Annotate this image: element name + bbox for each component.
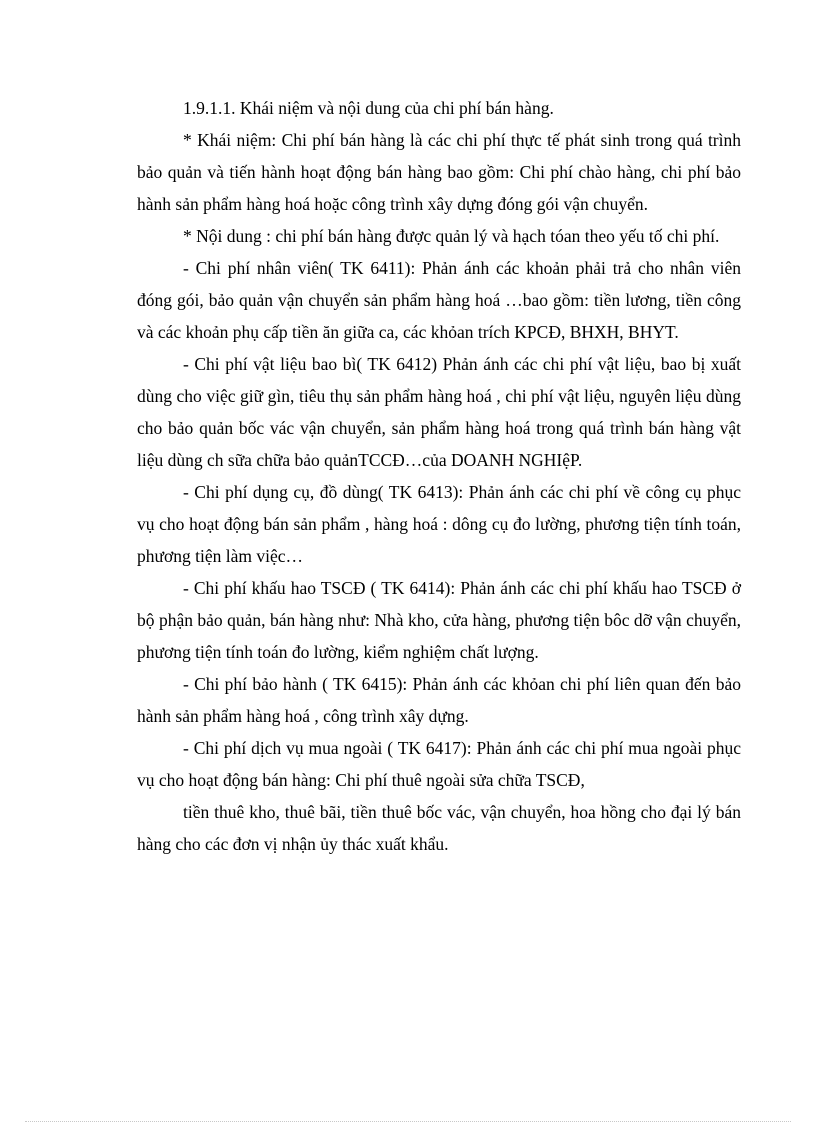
paragraph-definition: * Khái niệm: Chi phí bán hàng là các chi phí thực tế phát sinh trong quá trình bảo quản và tiến hành hoạt động bán hàng bao gồm: Chi phí chào hàng, chi phí bảo hành sản phẩm hàng hoá hoặc công trình xây dựng đóng gói vận chuyển. <box>137 130 741 214</box>
paragraph-tk6417-continued: tiền thuê kho, thuê bãi, tiền thuê bốc vác, vận chuyển, hoa hồng cho đại lý bán hàng cho các đơn vị nhận ủy thác xuất khẩu. <box>137 802 741 854</box>
paragraph-tk6415: - Chi phí bảo hành ( TK 6415): Phản ánh các khỏan chi phí liên quan đến bảo hành sản phẩm hàng hoá , công trình xây dựng. <box>137 674 741 726</box>
paragraph-tk6413: - Chi phí dụng cụ, đồ dùng( TK 6413): Phản ánh các chi phí về công cụ phục vụ cho hoạt động bán sản phẩm , hàng hoá : dông cụ đo lường, phương tiện tính toán, phương tiện làm việc… <box>137 482 741 566</box>
page-bottom-divider <box>25 1121 791 1122</box>
paragraph-tk6411: - Chi phí nhân viên( TK 6411): Phản ánh các khoản phải trả cho nhân viên đóng gói, bảo quản vận chuyển sản phẩm hàng hoá …bao gồm: tiền lương, tiền công và các khoản phụ cấp tiền ăn giữa ca, các khỏan trích KPCĐ, BHXH, BHYT. <box>137 258 741 342</box>
document-body <box>137 92 741 860</box>
paragraph-tk6417: - Chi phí dịch vụ mua ngoài ( TK 6417): Phản ánh các chi phí mua ngoài phục vụ cho hoạt động bán hàng: Chi phí thuê ngoài sửa chữa TSCĐ, <box>137 738 741 790</box>
paragraph-tk6412: - Chi phí vật liệu bao bì( TK 6412) Phản ánh các chi phí vật liệu, bao bị xuất dùng cho việc giữ gìn, tiêu thụ sản phẩm hàng hoá , chi phí vật liệu, nguyên liệu dùng cho bảo quản bốc vác vận chuyển, sản phẩm hàng hoá trong quá trình bán hàng vật liệu dùng ch sữa chữa bảo quảnTCCĐ…của DOANH NGHIệP. <box>137 354 741 470</box>
paragraph-tk6414: - Chi phí khấu hao TSCĐ ( TK 6414): Phản ánh các chi phí khấu hao TSCĐ ở bộ phận bảo quản, bán hàng như: Nhà kho, cửa hàng, phương tiện bôc dỡ vận chuyển, phương tiện tính toán đo lường, kiểm nghiệm chất lượng. <box>137 578 741 662</box>
section-heading: 1.9.1.1. Khái niệm và nội dung của chi phí bán hàng. <box>183 98 554 118</box>
paragraph-content: * Nội dung : chi phí bán hàng được quản lý và hạch tóan theo yếu tố chi phí. <box>183 226 720 246</box>
